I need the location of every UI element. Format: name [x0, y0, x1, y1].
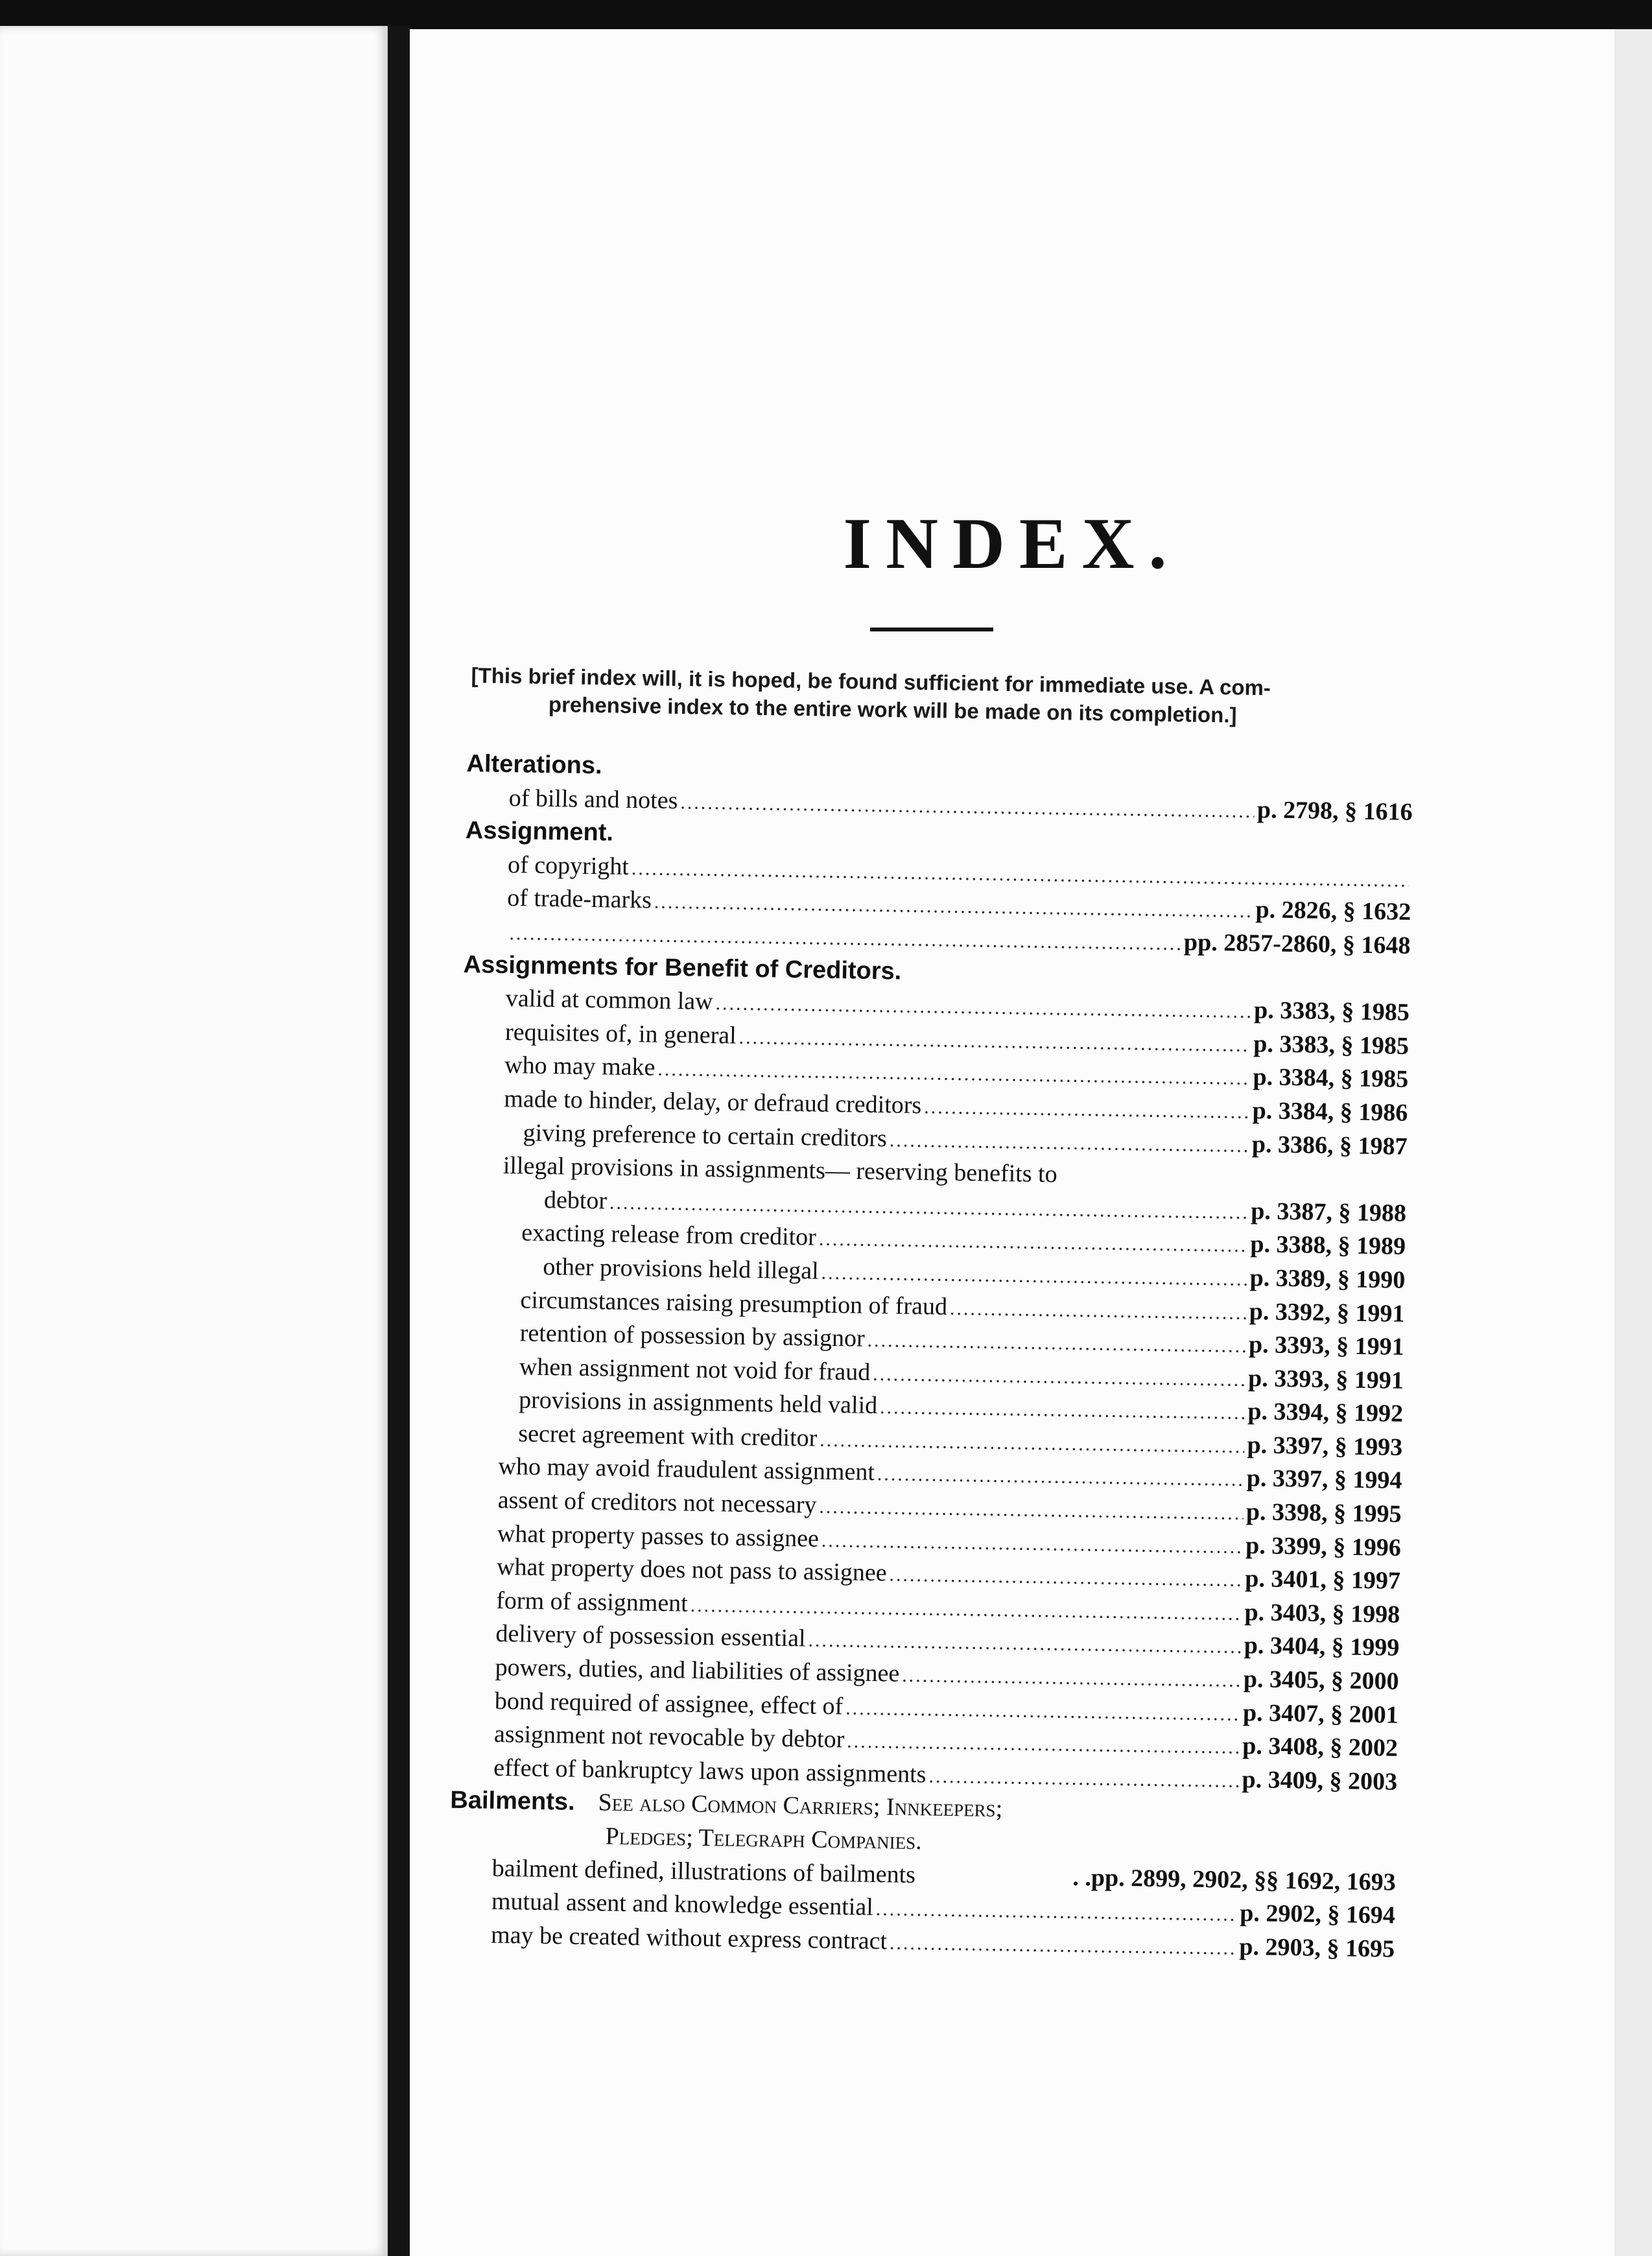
entry-text: circumstances raising presumption of fraud [520, 1286, 948, 1321]
entry-text: of trade-marks [507, 884, 652, 914]
page-edge [1614, 29, 1652, 2256]
entry-text: Assignments for Benefit of Creditors. [463, 950, 902, 985]
dot-leader [902, 1659, 1241, 1698]
entry-text: powers, duties, and liabilities of assignee [495, 1653, 900, 1687]
entry-text: Alterations. [466, 749, 602, 780]
entry-text: exacting release from creditor [521, 1219, 817, 1251]
dot-leader [875, 1892, 1237, 1931]
entry-text: valid at common law [505, 985, 713, 1016]
index-note [471, 661, 1405, 732]
entry-text: Bailments. [450, 1787, 575, 1816]
entry-text: assent of creditors not necessary [497, 1486, 817, 1519]
page-reference: p. 3384, § 1985 [1253, 1063, 1409, 1094]
page-reference: p. 3394, § 1992 [1247, 1398, 1404, 1428]
entry-text: requisites of, in general [504, 1018, 737, 1050]
page-content [410, 29, 1614, 2256]
page-reference: . .pp. 2899, 2902, §§ 1692, 1693 [1072, 1863, 1397, 1896]
page-reference: p. 3386, § 1987 [1251, 1130, 1408, 1160]
page-reference: p. 3388, § 1989 [1250, 1230, 1406, 1261]
page-reference: p. 2903, § 1695 [1239, 1933, 1395, 1963]
title-rule [870, 628, 993, 631]
page-reference: p. 3387, § 1988 [1250, 1197, 1407, 1227]
page-reference: p. 3408, § 2002 [1242, 1732, 1398, 1762]
page-reference: p. 3393, § 1991 [1248, 1331, 1404, 1361]
note-line-2: prehensive index to the entire work will be made on its completion.] [548, 692, 1237, 727]
dot-leader [867, 1324, 1246, 1363]
page-reference: p. 3383, § 1985 [1253, 996, 1410, 1027]
page-reference: p. 3398, § 1995 [1245, 1498, 1402, 1528]
page-reference: p. 3393, § 1991 [1247, 1364, 1404, 1394]
entry-text: effect of bankruptcy laws upon assignments [493, 1754, 926, 1789]
entry-text: may be created without express contract [490, 1921, 888, 1955]
entry-text: Pledges; Telegraph Companies. [605, 1822, 923, 1855]
dot-leader [890, 1926, 1237, 1965]
page-reference: pp. 2857-2860, § 1648 [1183, 928, 1411, 959]
entry-text: bailment defined, illustrations of bailments [491, 1854, 916, 1888]
page-reference: p. 3401, § 1997 [1245, 1565, 1401, 1595]
book-gutter [388, 26, 410, 2256]
entry-text: of copyright [507, 851, 630, 880]
page-reference: p. 3403, § 1998 [1244, 1598, 1400, 1628]
entry-text: when assignment not void for fraud [519, 1353, 871, 1386]
entry-text: what property passes to assignee [497, 1520, 820, 1553]
entry-text: retention of possession by assignor [519, 1319, 866, 1352]
entry-text: secret agreement with creditor [518, 1420, 818, 1452]
page-reference: p. 3404, § 1999 [1244, 1632, 1400, 1662]
dot-leader [845, 1691, 1241, 1731]
entry-text: mutual assent and knowledge essential [491, 1888, 874, 1921]
index-entries [448, 747, 1413, 1966]
entry-text: other provisions held illegal [543, 1252, 820, 1285]
page-reference: p. 2826, § 1632 [1255, 896, 1411, 926]
entry-text: debtor [543, 1186, 608, 1215]
entry-text: made to hinder, delay, or defraud creditors [504, 1085, 922, 1120]
page-reference: p. 3383, § 1985 [1253, 1029, 1410, 1060]
dot-leader [889, 1558, 1243, 1597]
dot-leader [924, 1090, 1250, 1129]
entry-text: illegal provisions in assignments— reserving benefits to [502, 1152, 1057, 1188]
page-reference: p. 3407, § 2001 [1242, 1698, 1399, 1729]
entry-text: assignment not revocable by debtor [493, 1721, 845, 1754]
page-reference: p. 3392, § 1991 [1249, 1297, 1405, 1328]
page-reference: p. 3409, § 2003 [1242, 1765, 1398, 1796]
entry-text: giving preference to certain creditors [523, 1118, 888, 1152]
dot-leader [877, 1458, 1244, 1497]
see-also-reference: See also Common Carriers; Innkeepers; [598, 1789, 1003, 1823]
entry-text: who may avoid fraudulent assignment [498, 1453, 875, 1486]
entry-text: who may make [504, 1052, 655, 1081]
note-line-1: [This brief index will, it is hoped, be found sufficient for immediate use. A com- [471, 663, 1271, 700]
page-reference: p. 3397, § 1993 [1247, 1431, 1403, 1461]
entry-text: Assignment. [465, 817, 614, 847]
dot-leader [880, 1391, 1245, 1429]
entry-text: form of assignment [496, 1586, 689, 1617]
page-title: INDEX. [843, 504, 1181, 584]
entry-text: what property does not pass to assignee [496, 1553, 887, 1587]
entry-text: delivery of possession essential [495, 1620, 806, 1652]
left-blank-page [0, 26, 388, 2256]
page-reference: p. 2902, § 1694 [1239, 1899, 1396, 1929]
page-reference: p. 2798, § 1616 [1257, 795, 1413, 826]
page-reference: p. 3405, § 2000 [1243, 1665, 1399, 1695]
dot-leader [873, 1357, 1246, 1397]
page-reference: p. 3389, § 1990 [1249, 1263, 1406, 1294]
page-reference: p. 3397, § 1994 [1246, 1464, 1402, 1495]
page-reference: p. 3384, § 1986 [1252, 1097, 1408, 1127]
dot-leader [950, 1291, 1247, 1330]
entry-text: of bills and notes [508, 784, 678, 814]
index-page [410, 29, 1614, 2256]
page-reference: p. 3399, § 1996 [1245, 1531, 1402, 1562]
entry-text: bond required of assignee, effect of [494, 1687, 844, 1720]
entry-text: provisions in assignments held valid [518, 1386, 878, 1420]
